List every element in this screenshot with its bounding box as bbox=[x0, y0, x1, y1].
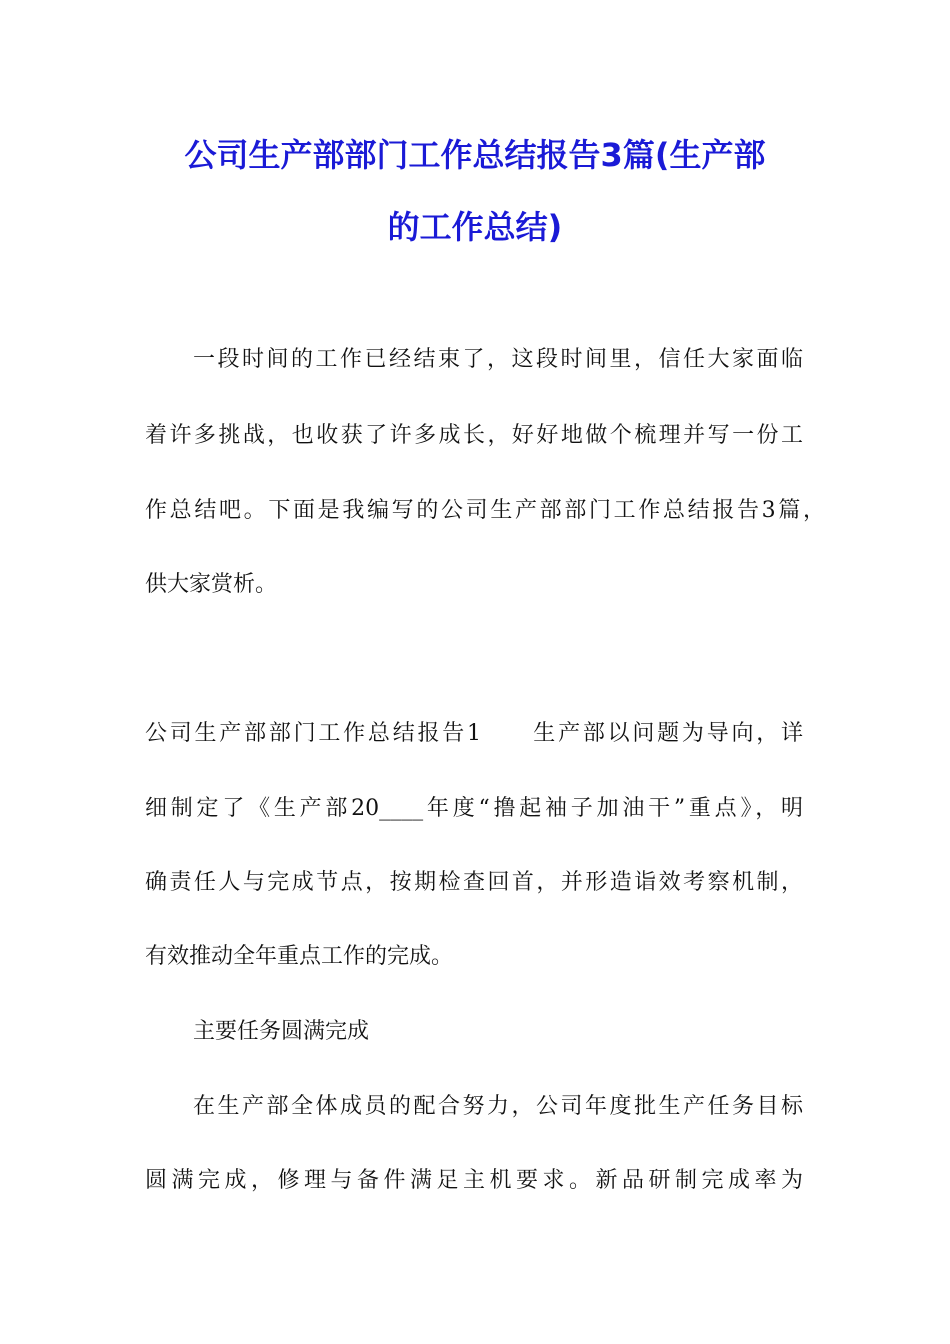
document-title-line-1: 公司生产部部门工作总结报告3篇(生产部 bbox=[184, 136, 766, 174]
section1-paragraph-line: 细制定了《生产部20____年度“撸起袖子加油干”重点》，明 bbox=[145, 796, 803, 821]
section2-paragraph-line: 圆满完成，修理与备件满足主机要求。新品研制完成率为 bbox=[145, 1168, 803, 1193]
intro-paragraph-line: 供大家赏析。 bbox=[145, 572, 278, 597]
section1-paragraph-line: 公司生产部部门工作总结报告1 生产部以问题为导向，详 bbox=[145, 721, 803, 746]
section1-paragraph-line: 有效推动全年重点工作的完成。 bbox=[145, 944, 454, 969]
intro-paragraph-line: 一段时间的工作已经结束了，这段时间里，信任大家面临 bbox=[193, 347, 803, 372]
section1-paragraph-line: 确责任人与完成节点，按期检查回首，并形造诣效考察机制， bbox=[145, 870, 803, 895]
document-title-line-2: 的工作总结) bbox=[387, 208, 563, 246]
section2-paragraph-line: 在生产部全体成员的配合努力，公司年度批生产任务目标 bbox=[193, 1094, 803, 1119]
intro-paragraph-line: 作总结吧。下面是我编写的公司生产部部门工作总结报告3篇， bbox=[145, 498, 825, 523]
intro-paragraph-line: 着许多挑战，也收获了许多成长，好好地做个梳理并写一份工 bbox=[145, 423, 803, 448]
subheading: 主要任务圆满完成 bbox=[193, 1019, 370, 1044]
